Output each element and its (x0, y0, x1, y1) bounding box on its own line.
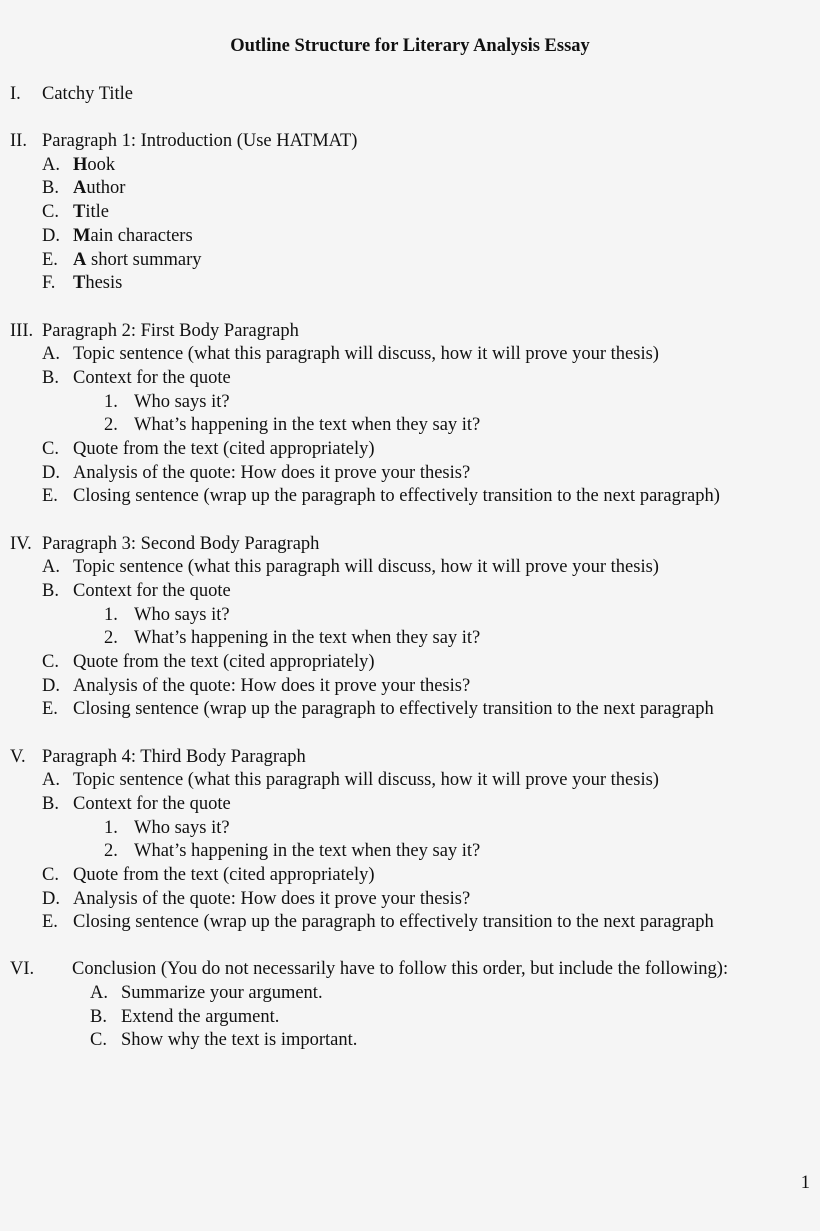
item-number: 1. (104, 392, 118, 412)
item-text: Who says it? (134, 605, 230, 625)
acronym-letter: M (73, 226, 91, 246)
acronym-letter: H (73, 155, 88, 175)
item-letter: A. (42, 155, 60, 175)
item-letter: E. (42, 250, 58, 270)
sub-list-item (104, 391, 230, 415)
list-item (42, 177, 125, 201)
list-item (42, 485, 720, 509)
list-item (42, 438, 375, 462)
section-title: Paragraph 4: Third Body Paragraph (42, 747, 306, 767)
list-item (42, 769, 659, 793)
document-title: Outline Structure for Literary Analysis Essay (230, 36, 590, 56)
item-text: Extend the argument. (121, 1007, 280, 1027)
item-text: Context for the quote (73, 581, 231, 601)
list-item (42, 793, 231, 817)
section-title: Catchy Title (42, 84, 133, 104)
item-letter: C. (90, 1030, 107, 1050)
list-item (42, 698, 714, 722)
sub-list-item (104, 627, 480, 651)
item-letter: D. (42, 889, 60, 909)
item-text: itle (85, 202, 109, 222)
item-text: hesis (85, 273, 123, 293)
acronym-letter: A (73, 250, 87, 270)
item-text: Topic sentence (what this paragraph will discuss, how it will prove your thesis) (73, 557, 659, 577)
section-heading (10, 83, 21, 107)
item-letter: B. (42, 794, 59, 814)
item-letter: A. (90, 983, 108, 1003)
item-text: Closing sentence (wrap up the paragraph to effectively transition to the next paragraph (73, 912, 714, 932)
item-letter: A. (42, 557, 60, 577)
sub-list-item (104, 604, 230, 628)
list-item (42, 556, 659, 580)
section-title: Paragraph 3: Second Body Paragraph (42, 534, 320, 554)
item-text: ook (87, 155, 116, 175)
list-item (90, 1029, 357, 1053)
sub-list-item (104, 840, 480, 864)
acronym-letter: T (73, 202, 86, 222)
item-letter: B. (42, 178, 59, 198)
section-numeral: III. (10, 321, 34, 341)
list-item (42, 343, 659, 367)
item-letter: A. (42, 344, 60, 364)
list-item (42, 462, 470, 486)
section-numeral: V. (10, 747, 26, 767)
item-text: Quote from the text (cited appropriately) (73, 652, 375, 672)
item-letter: B. (42, 581, 59, 601)
section-numeral: II. (10, 131, 27, 151)
list-item (42, 911, 714, 935)
list-item (90, 982, 323, 1006)
section-numeral: IV. (10, 534, 32, 554)
page-number: 1 (800, 1173, 810, 1193)
item-letter: D. (42, 463, 60, 483)
item-letter: D. (42, 226, 60, 246)
item-text: Closing sentence (wrap up the paragraph to effectively transition to the next paragraph (73, 699, 714, 719)
list-item (42, 272, 122, 296)
sub-list-item (104, 414, 480, 438)
item-letter: C. (42, 439, 59, 459)
item-text: Context for the quote (73, 794, 231, 814)
section-numeral: I. (10, 84, 21, 104)
item-text: Who says it? (134, 392, 230, 412)
item-letter: C. (42, 202, 59, 222)
list-item (42, 675, 470, 699)
list-item (42, 201, 109, 225)
item-letter: D. (42, 676, 60, 696)
item-text: Topic sentence (what this paragraph will discuss, how it will prove your thesis) (73, 770, 659, 790)
section-heading (10, 958, 34, 982)
item-letter: E. (42, 912, 58, 932)
acronym-letter: A (73, 178, 87, 198)
item-text: Analysis of the quote: How does it prove your thesis? (73, 676, 471, 696)
section-title: Paragraph 2: First Body Paragraph (42, 321, 299, 341)
item-letter: C. (42, 865, 59, 885)
list-item (90, 1006, 279, 1030)
item-text: Quote from the text (cited appropriately) (73, 865, 375, 885)
item-letter: A. (42, 770, 60, 790)
section-heading (10, 130, 27, 154)
item-text: uthor (86, 178, 126, 198)
list-item (42, 154, 115, 178)
item-text: Summarize your argument. (121, 983, 323, 1003)
item-number: 2. (104, 415, 118, 435)
item-number: 2. (104, 628, 118, 648)
item-text: Analysis of the quote: How does it prove your thesis? (73, 463, 471, 483)
item-text: Quote from the text (cited appropriately) (73, 439, 375, 459)
item-text: What’s happening in the text when they say it? (134, 628, 481, 648)
item-number: 1. (104, 818, 118, 838)
list-item (42, 367, 231, 391)
item-letter: B. (42, 368, 59, 388)
list-item (42, 864, 375, 888)
item-text: Who says it? (134, 818, 230, 838)
list-item (42, 580, 231, 604)
item-text: Closing sentence (wrap up the paragraph to effectively transition to the next paragraph) (73, 486, 720, 506)
item-number: 2. (104, 841, 118, 861)
item-letter: B. (90, 1007, 107, 1027)
item-text: What’s happening in the text when they say it? (134, 841, 481, 861)
item-letter: E. (42, 699, 58, 719)
list-item (42, 225, 193, 249)
item-text: Show why the text is important. (121, 1030, 358, 1050)
item-number: 1. (104, 605, 118, 625)
section-numeral: VI. (10, 959, 35, 979)
section-heading (10, 746, 26, 770)
item-letter: F. (42, 273, 56, 293)
section-title: Conclusion (You do not necessarily have to follow this order, but include the following): (72, 959, 729, 979)
list-item (42, 249, 201, 273)
list-item (42, 651, 375, 675)
list-item (42, 888, 470, 912)
item-text: short summary (86, 250, 202, 270)
item-text: Context for the quote (73, 368, 231, 388)
section-heading (10, 320, 33, 344)
item-text: What’s happening in the text when they say it? (134, 415, 481, 435)
acronym-letter: T (73, 273, 86, 293)
sub-list-item (104, 817, 230, 841)
item-text: Analysis of the quote: How does it prove your thesis? (73, 889, 471, 909)
section-heading (10, 533, 32, 557)
item-text: ain characters (90, 226, 193, 246)
item-letter: E. (42, 486, 58, 506)
section-title: Paragraph 1: Introduction (Use HATMAT) (42, 131, 358, 151)
item-letter: C. (42, 652, 59, 672)
item-text: Topic sentence (what this paragraph will discuss, how it will prove your thesis) (73, 344, 659, 364)
